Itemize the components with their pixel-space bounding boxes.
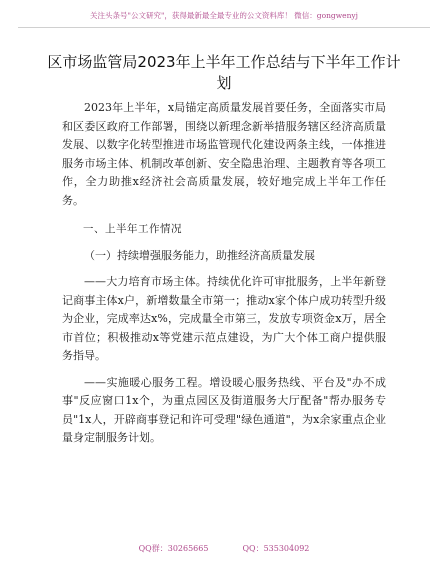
footer-contact <box>0 543 448 554</box>
body-paragraph: ——大力培育市场主体。持续优化许可审批服务，上半年新登记商事主体x户，新增数量全市第一；推动x家个体户成功转型升级为企业，完成率达x%，完成量全市第三，发放专项资金x万，居全市首位；积极推动x等党建示范点建设，为广大个体工商户提供服务指导。 <box>62 275 386 362</box>
document-body <box>62 99 386 448</box>
subsection-heading: （一）持续增强服务能力，助推经济高质量发展 <box>84 248 315 262</box>
document-title: 区市场监管局2023年上半年工作总结与下半年工作计划 <box>47 53 401 92</box>
header-banner: 关注头条号"公文研究"，获得最新最全最专业的公文资料库！ 微信：gongwenyj <box>90 11 358 20</box>
body-paragraph: ——实施暖心服务工程。增设暖心服务热线、平台及"办不成事"反应窗口1x个，为重点园区及街道服务大厅配备"帮办服务专员"1x人，开辟商事登记和许可受理"绿色通道"，为x余家重点企业量身定制服务计划。 <box>62 375 386 444</box>
section-heading: 一、上半年工作情况 <box>83 223 182 235</box>
footer-qq: QQ：535304092 <box>242 544 310 553</box>
footer-qq-group: QQ群：30265665 <box>138 544 209 553</box>
intro-paragraph: 2023年上半年，x局锚定高质量发展首要任务，全面落实市局和区委区政府工作部署，围绕以新理念新举措服务辖区经济高质量发展、以数字化转型推进市场监管现代化建设两条主线，一体推进服务市场主体、机制改革创新、安全隐患治理、主题教育等各项工作，全力助推x经济社会高质量发展，较好地完成上半年工作任务。 <box>62 101 386 207</box>
header-divider <box>18 27 430 28</box>
